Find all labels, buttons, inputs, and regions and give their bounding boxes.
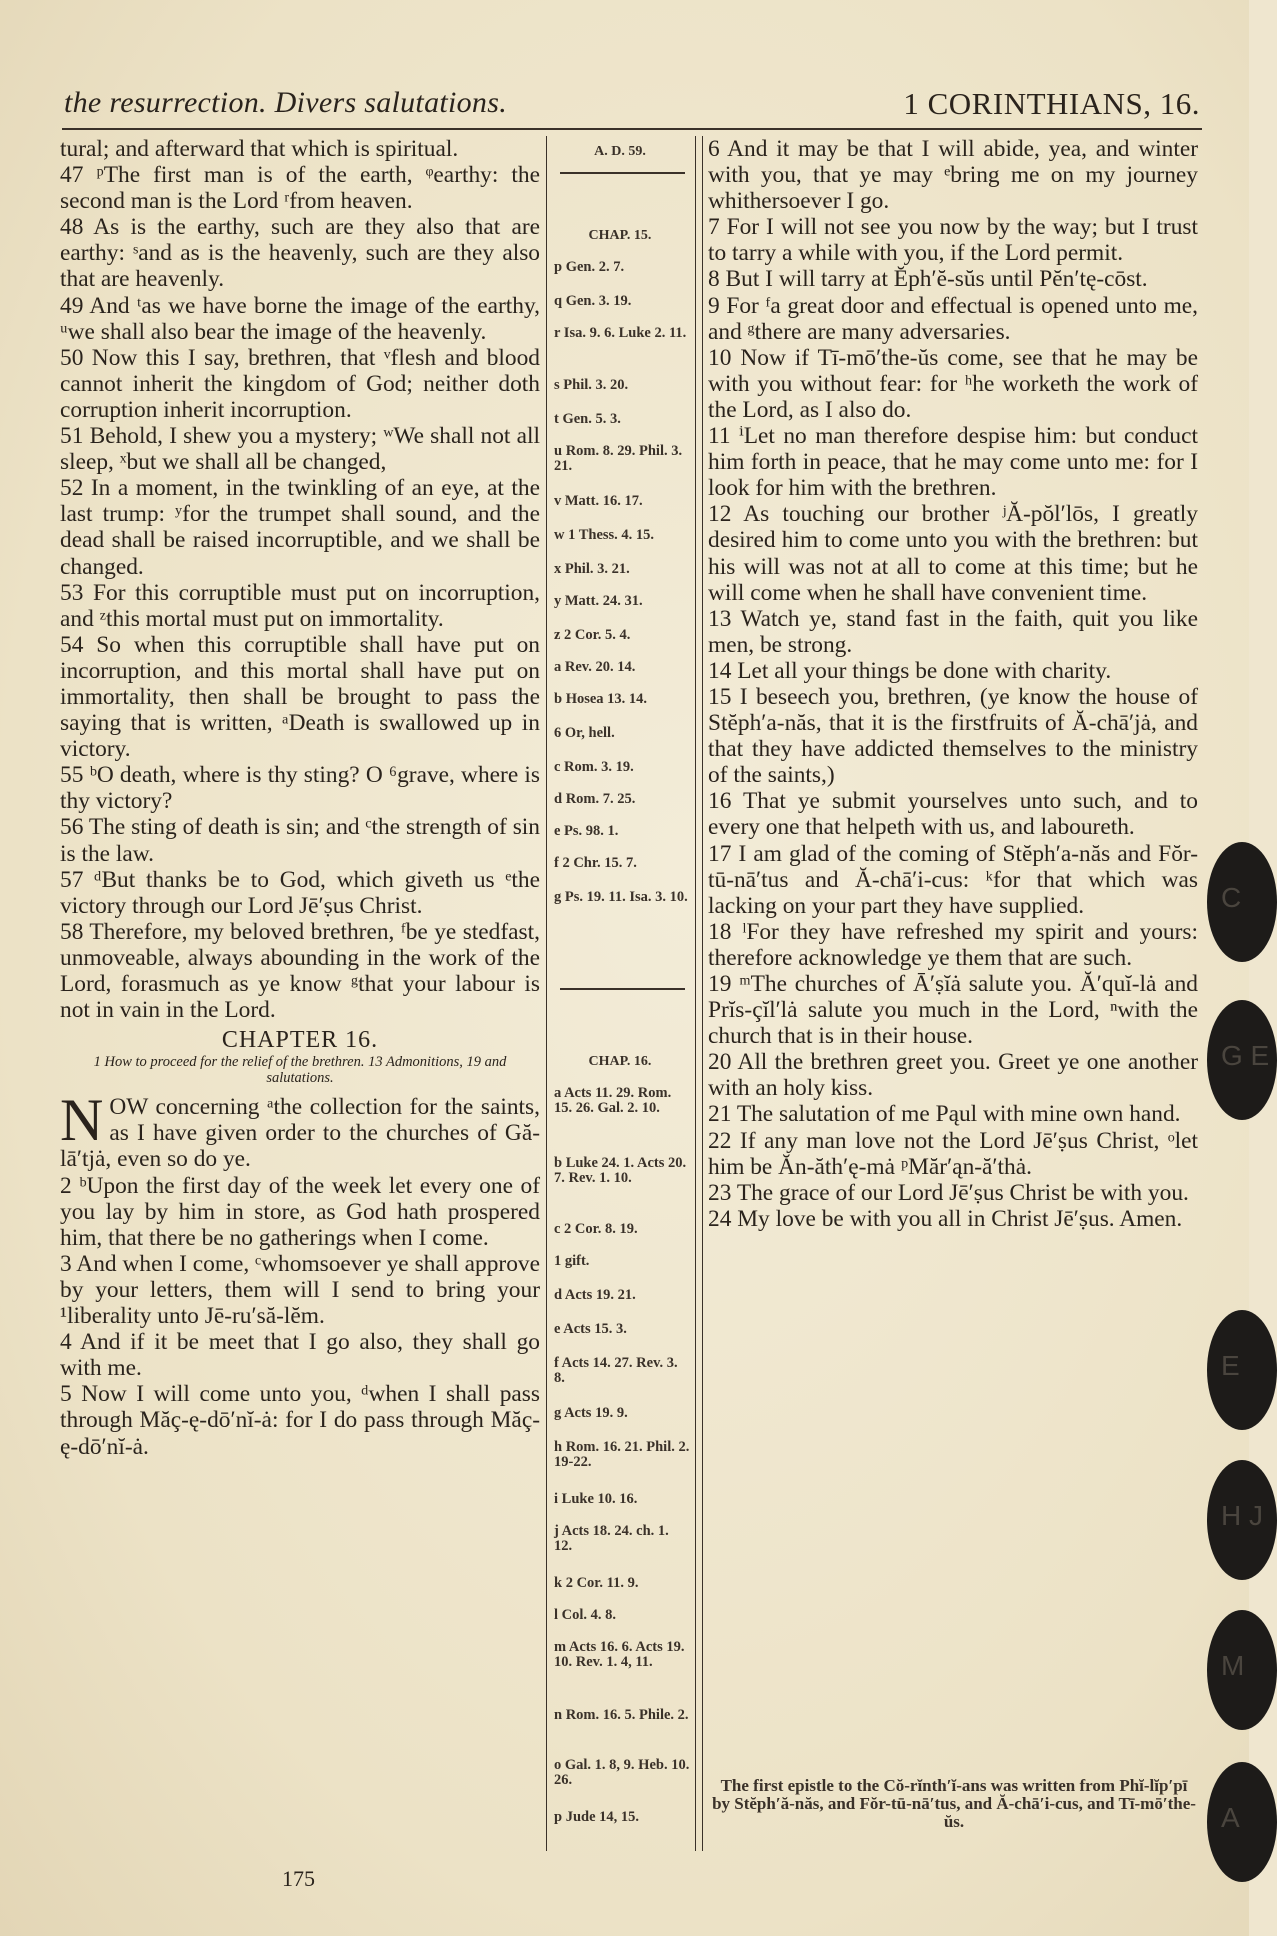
verse: 55 ᵇO death, where is thy sting? O ⁶grave, where is thy victory? xyxy=(60,762,540,815)
cross-reference: n Rom. 16. 5. Phile. 2. xyxy=(554,1707,689,1723)
verse: 24 My love be with you all in Christ Jē′ṣus. Amen. xyxy=(708,1205,1183,1232)
cross-reference: h Rom. 16. 21. Phil. 2. 19-22. xyxy=(554,1439,690,1470)
cross-reference: p Gen. 2. 7. xyxy=(554,259,625,275)
chapter-first-verse xyxy=(60,1087,540,1173)
cross-reference: q Gen. 3. 19. xyxy=(554,293,632,309)
verse: 16 That ye submit yourselves unto such, and to every one that helpeth with us, and laboureth. xyxy=(708,788,1198,841)
cross-reference: g Acts 19. 9. xyxy=(554,1405,628,1421)
verse: tural; and afterward that which is spiritual. xyxy=(60,136,459,162)
cross-reference: x Phil. 3. 21. xyxy=(554,561,630,577)
verse: 3 And when I come, ᶜwhomsoever ye shall approve by your letters, them will I send to bring your ¹liberality unto Jē-ru′să-lĕm. xyxy=(60,1250,540,1330)
verse: 51 Behold, I shew you a mystery; ʷWe shall not all sleep, ˣbut we shall all be changed, xyxy=(60,423,540,476)
verse: 12 As touching our brother ʲĂ-pŏl′lōs, I greatly desired him to come unto you with the brethren: but his will was not at all to come at this time; but he will come when he shall have convenient time. xyxy=(708,501,1198,606)
cross-reference: e Acts 15. 3. xyxy=(554,1321,627,1337)
verse: 54 So when this corruptible shall have put on incorruption, and this mortal shall have put on immortality, then shall be brought to pass the saying that is written, ᵃDeath is swallowed up in victory. xyxy=(60,631,540,763)
column-rule-left xyxy=(546,136,547,1851)
cross-reference: c 2 Cor. 8. 19. xyxy=(554,1221,638,1237)
verse: 47 ᵖThe first man is of the earth, ᵠearthy: the second man is the Lord ʳfrom heaven. xyxy=(60,162,540,215)
cross-reference: v Matt. 16. 17. xyxy=(554,493,643,509)
column-rule-right xyxy=(695,136,696,1851)
cross-reference: t Gen. 5. 3. xyxy=(554,411,621,427)
header-left-title: the resurrection. Divers salutations. xyxy=(64,86,508,119)
verse: 9 For ᶠa great door and effectual is opened unto me, and ᵍthere are many adversaries. xyxy=(708,292,1198,345)
cross-reference: m Acts 16. 6. Acts 19. 10. Rev. 1. 4, 11. xyxy=(554,1639,685,1670)
thumb-index-tab[interactable]: A xyxy=(1207,1762,1277,1882)
cross-reference: b Luke 24. 1. Acts 20. 7. Rev. 1. 10. xyxy=(554,1155,687,1186)
cross-reference: f Acts 14. 27. Rev. 3. 8. xyxy=(554,1355,678,1386)
header-book-chapter: 1 CORINTHIANS, 16. xyxy=(903,86,1200,121)
reference-divider xyxy=(560,988,685,990)
verse: 56 The sting of death is sin; and ᶜthe strength of sin is the law. xyxy=(60,814,540,867)
verse: 15 I beseech you, brethren, (ye know the house of Stĕph′a-năs, that it is the firstfruits of Ă-chā′jȧ, and that they have addicted themselves to the ministry of the saints,) xyxy=(708,683,1198,789)
verse: 14 Let all your things be done with charity. xyxy=(708,657,1112,684)
verse: 49 And ᵗas we have borne the image of the earthy, ᵘwe shall also bear the image of the heavenly. xyxy=(60,292,540,345)
cross-reference-column xyxy=(550,136,690,1856)
cross-reference: a Rev. 20. 14. xyxy=(554,659,636,675)
verse: 18 ˡFor they have refreshed my spirit and yours: therefore acknowledge ye them that are such. xyxy=(708,918,1198,971)
verse: 17 I am glad of the coming of Stĕph′a-năs and Fŏr-tū-nā′tus and Ă-chā′i-cus: ᵏfor that which was lacking on your part they have supplied. xyxy=(708,840,1198,919)
cross-reference: k 2 Cor. 11. 9. xyxy=(554,1575,639,1591)
cross-reference: y Matt. 24. 31. xyxy=(554,593,643,609)
verse: 57 ᵈBut thanks be to God, which giveth us ᵉthe victory through our Lord Jē′ṣus Christ. xyxy=(60,866,540,919)
cross-reference: s Phil. 3. 20. xyxy=(554,377,629,393)
cross-reference: j Acts 18. 24. ch. 1. 12. xyxy=(554,1523,669,1554)
cross-reference: b Hosea 13. 14. xyxy=(554,691,648,707)
cross-reference: l Col. 4. 8. xyxy=(554,1607,617,1623)
chapter-15-label: CHAP. 15. xyxy=(588,228,652,243)
verse: 48 As is the earthy, such are they also that are earthy: ˢand as is the heavenly, such are they also that are heavenly. xyxy=(60,214,540,293)
right-text-column xyxy=(708,136,1198,1232)
verse: 5 Now I will come unto you, ᵈwhen I shall pass through Măç-ę-dō′nĭ-ȧ: for I do pass through Măç-ę-dō′nĭ-ȧ. xyxy=(60,1381,540,1460)
verse: 13 Watch ye, stand fast in the faith, quit you like men, be strong. xyxy=(708,605,1198,658)
cross-reference: o Gal. 1. 8, 9. Heb. 10. 26. xyxy=(554,1757,690,1788)
cross-reference: e Ps. 98. 1. xyxy=(554,823,619,839)
cross-reference: f 2 Chr. 15. 7. xyxy=(554,855,637,871)
first-verse-text: OW concerning ᵃthe collection for the saints, as I have given order to the churches of Gă-lā′tjȧ, even so do ye. xyxy=(60,1094,540,1173)
drop-cap: N xyxy=(60,1087,104,1154)
cross-reference: u Rom. 8. 29. Phil. 3. 21. xyxy=(554,443,683,474)
page-number: 175 xyxy=(282,1866,315,1891)
cross-reference: d Rom. 7. 25. xyxy=(554,791,636,807)
cross-reference: i Luke 10. 16. xyxy=(554,1491,638,1507)
verse: 58 Therefore, my beloved brethren, ᶠbe ye stedfast, unmoveable, always abounding in the work of the Lord, forasmuch as ye know ᵍthat your labour is not in vain in the Lord. xyxy=(60,918,540,1024)
column-rule-inner xyxy=(702,136,703,1851)
cross-reference: 1 gift. xyxy=(554,1253,590,1269)
chapter-summary: 1 How to proceed for the relief of the brethren. 13 Admonitions, 19 and salutations. xyxy=(93,1054,507,1086)
cross-reference: p Jude 14, 15. xyxy=(554,1809,640,1825)
reference-divider xyxy=(560,172,685,174)
verse: 23 The grace of our Lord Jē′ṣus Christ be with you. xyxy=(708,1179,1189,1206)
verse: 7 For I will not see you now by the way; but I trust to tarry a while with you, if the Lord permit. xyxy=(708,214,1198,267)
chapter-16-label: CHAP. 16. xyxy=(588,1054,652,1069)
thumb-index-tab[interactable]: C xyxy=(1207,842,1277,962)
verse: 20 All the brethren greet you. Greet ye one another with an holy kiss. xyxy=(708,1049,1198,1102)
verse: 10 Now if Tī-mō′the-ŭs come, see that he may be with you without fear: for ʰhe worketh the work of the Lord, as I also do. xyxy=(708,344,1198,423)
cross-reference: z 2 Cor. 5. 4. xyxy=(554,627,631,643)
year-label: A. D. 59. xyxy=(594,144,646,159)
thumb-index-tab[interactable]: E xyxy=(1207,1310,1277,1430)
epistle-subscription: The first epistle to the Cŏ-rĭnth′ĭ-ans was written from Phĭ-lĭp′pī by Stĕph′ă-năs, and Fŏr-tū-nā′tus, and Ă-chā′i-cus, and Tī-mō′the-ŭs. xyxy=(712,1776,1196,1831)
cross-reference: d Acts 19. 21. xyxy=(554,1287,636,1303)
thumb-index-tab[interactable]: M xyxy=(1207,1610,1277,1730)
thumb-index-tab[interactable]: H J xyxy=(1207,1460,1277,1580)
verse: 22 If any man love not the Lord Jē′ṣus Christ, ᵒlet him be Ăn-ăth′ę-mȧ ᵖMăr′ąn-ă′thȧ. xyxy=(708,1127,1198,1180)
cross-reference: 6 Or, hell. xyxy=(554,725,615,741)
verse: 8 But I will tarry at Ĕph′ĕ-sŭs until Pĕn′tę-cōst. xyxy=(708,266,1148,293)
cross-reference: a Acts 11. 29. Rom. 15. 26. Gal. 2. 10. xyxy=(554,1085,672,1116)
verse: 50 Now this I say, brethren, that ᵛflesh and blood cannot inherit the kingdom of God; neither doth corruption inherit incorruption. xyxy=(60,344,540,423)
chapter-heading: CHAPTER 16. xyxy=(221,1027,379,1054)
verse: 21 The salutation of me Pąul with mine own hand. xyxy=(708,1101,1181,1128)
page-header xyxy=(62,84,1202,130)
verse: 19 ᵐThe churches of Ā′ṣĭȧ salute you. Ă′quĭ-lȧ and Prĭs-çĭl′lȧ salute you much in the Lord, ⁿwith the church that is in their house. xyxy=(708,971,1198,1050)
verse: 6 And it may be that I will abide, yea, and winter with you, that ye may ᵉbring me on my journey whithersoever I go. xyxy=(708,136,1198,215)
thumb-index-tab[interactable]: G E xyxy=(1207,1000,1277,1120)
cross-reference: c Rom. 3. 19. xyxy=(554,759,634,775)
verse: 2 ᵇUpon the first day of the week let every one of you lay by him in store, as God hath prospered him, that there be no gatherings when I come. xyxy=(60,1172,540,1251)
verse: 53 For this corruptible must put on incorruption, and ᶻthis mortal must put on immortality. xyxy=(60,579,540,632)
verse: 52 In a moment, in the twinkling of an eye, at the last trump: ʸfor the trumpet shall sound, and the dead shall be raised incorruptible, and we shall be changed. xyxy=(60,475,540,580)
cross-reference: g Ps. 19. 11. Isa. 3. 10. xyxy=(554,889,688,905)
cross-reference: r Isa. 9. 6. Luke 2. 11. xyxy=(554,325,687,341)
verse: 4 And if it be meet that I go also, they shall go with me. xyxy=(60,1329,540,1382)
left-text-column xyxy=(60,136,540,1460)
cross-reference: w 1 Thess. 4. 15. xyxy=(554,527,655,543)
verse: 11 ⁱLet no man therefore despise him: but conduct him forth in peace, that he may come unto me: for I look for him with the brethren. xyxy=(708,423,1198,502)
